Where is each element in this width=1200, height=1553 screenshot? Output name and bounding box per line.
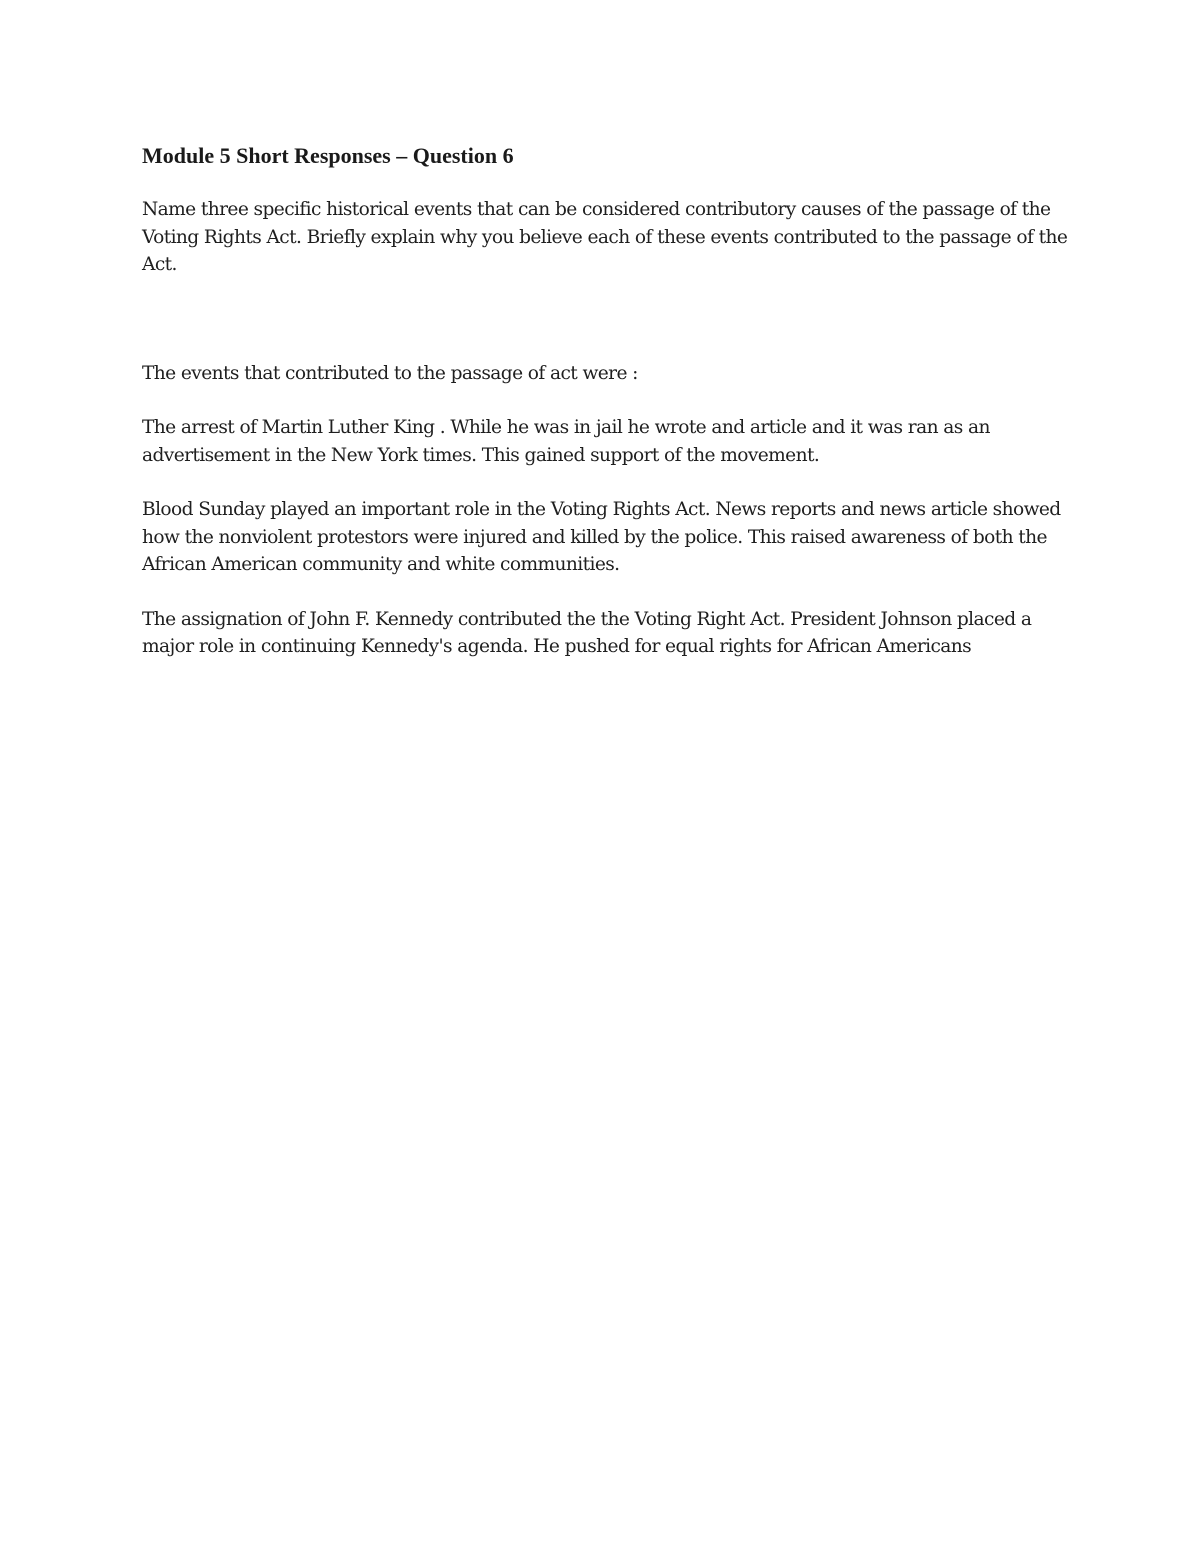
answer-paragraph-mlk-arrest: The arrest of Martin Luther King . While he was in jail he wrote and article and it was ran as an advertisement in the New York times. This gained support of the movement. — [142, 417, 990, 466]
question-prompt: Name three specific historical events that can be considered contributory causes of the passage of the Voting Rights Act. Briefly explain why you believe each of these events contributed to the passage of the Act. — [142, 199, 1068, 275]
answer-paragraph-blood-sunday: Blood Sunday played an important role in the Voting Rights Act. News reports and news article showed how the nonviolent protestors were injured and killed by the police. This raised awareness of both the African American community and white communities. — [142, 499, 1061, 575]
blank-space — [142, 306, 1082, 360]
answer-paragraph-kennedy: The assignation of John F. Kennedy contributed the the Voting Right Act. President Johnson placed a major role in continuing Kennedy's agenda. He pushed for equal rights for African Americans — [142, 608, 1032, 657]
answer-intro: The events that contributed to the passage of act were : — [142, 362, 638, 384]
document-title: Module 5 Short Responses – Question 6 — [142, 143, 514, 168]
document-body — [142, 142, 1082, 688]
